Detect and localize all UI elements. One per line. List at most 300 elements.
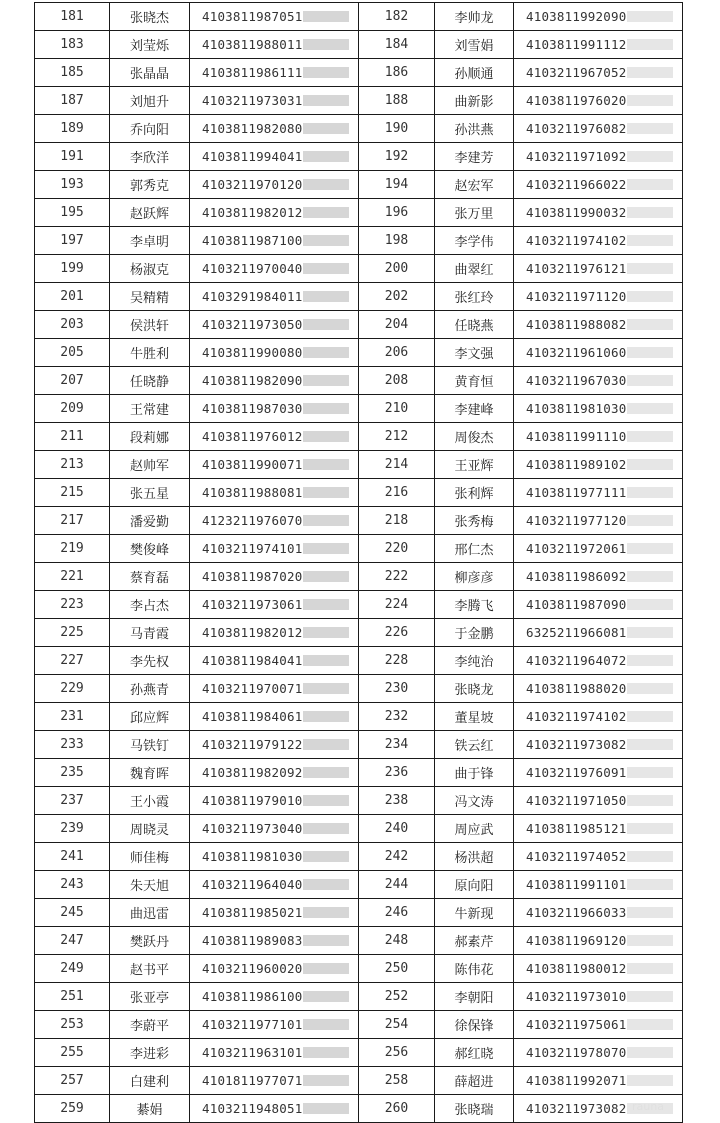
name-cell: 乔向阳	[110, 115, 190, 143]
id-number-cell	[190, 367, 359, 395]
id-number-text: 4103811982012	[202, 204, 303, 220]
id-number-wrap	[202, 37, 349, 52]
id-number-cell	[514, 395, 683, 423]
name-cell: 张五星	[110, 479, 190, 507]
id-number-cell	[514, 227, 683, 255]
redaction-mask	[627, 711, 673, 722]
name-cell: 曲翠红	[435, 255, 514, 283]
serial-number-cell: 217	[35, 507, 110, 535]
id-number-text: 4103211971050	[526, 792, 627, 808]
serial-number-cell: 233	[35, 731, 110, 759]
id-number-wrap	[202, 1073, 349, 1088]
serial-number-cell: 237	[35, 787, 110, 815]
redaction-mask	[303, 319, 349, 330]
table-row	[35, 451, 683, 479]
id-number-text: 4103211966033	[526, 904, 627, 920]
serial-number-cell: 202	[359, 283, 435, 311]
table-row	[35, 227, 683, 255]
id-number-wrap	[202, 429, 349, 444]
serial-number-cell: 223	[35, 591, 110, 619]
id-number-cell	[514, 1067, 683, 1095]
serial-number-cell: 258	[359, 1067, 435, 1095]
name-cell: 孙洪燕	[435, 115, 514, 143]
id-number-cell	[190, 143, 359, 171]
id-number-wrap	[202, 597, 349, 612]
table-row	[35, 1095, 683, 1123]
id-number-cell	[514, 703, 683, 731]
serial-number-cell: 198	[359, 227, 435, 255]
serial-number-cell: 255	[35, 1039, 110, 1067]
id-number-wrap	[202, 65, 349, 80]
name-cell: 孙燕青	[110, 675, 190, 703]
id-number-wrap	[526, 765, 673, 780]
redaction-mask	[303, 207, 349, 218]
id-number-cell	[514, 367, 683, 395]
serial-number-cell: 226	[359, 619, 435, 647]
table-row	[35, 479, 683, 507]
name-cell: 白建利	[110, 1067, 190, 1095]
serial-number-cell: 185	[35, 59, 110, 87]
id-number-text: 4103211976121	[526, 260, 627, 276]
serial-number-cell: 254	[359, 1011, 435, 1039]
redaction-mask	[303, 11, 349, 22]
redaction-mask	[303, 487, 349, 498]
name-cell: 张亚亭	[110, 983, 190, 1011]
id-number-cell	[190, 31, 359, 59]
id-number-wrap	[202, 1101, 349, 1116]
serial-number-cell: 191	[35, 143, 110, 171]
serial-number-cell: 229	[35, 675, 110, 703]
name-cell: 李占杰	[110, 591, 190, 619]
table-row	[35, 3, 683, 31]
id-number-text: 4103811984061	[202, 708, 303, 724]
id-number-cell	[514, 871, 683, 899]
id-number-cell	[514, 255, 683, 283]
id-number-text: 4103811984041	[202, 652, 303, 668]
name-cell: 李卓明	[110, 227, 190, 255]
serial-number-cell: 186	[359, 59, 435, 87]
id-number-wrap	[526, 793, 673, 808]
id-number-wrap	[202, 149, 349, 164]
id-number-text: 4103811991110	[526, 428, 627, 444]
id-number-cell	[190, 759, 359, 787]
redaction-mask	[627, 235, 673, 246]
name-cell: 任晓静	[110, 367, 190, 395]
table-row	[35, 591, 683, 619]
table-row	[35, 423, 683, 451]
redaction-mask	[303, 935, 349, 946]
redaction-mask	[627, 39, 673, 50]
redaction-mask	[627, 11, 673, 22]
serial-number-cell: 207	[35, 367, 110, 395]
id-number-wrap	[526, 177, 673, 192]
redaction-mask	[627, 935, 673, 946]
redaction-mask	[303, 347, 349, 358]
id-number-wrap	[202, 625, 349, 640]
id-number-cell	[514, 759, 683, 787]
id-number-wrap	[202, 401, 349, 416]
id-number-text: 6325211966081	[526, 624, 627, 640]
id-number-text: 4103211975061	[526, 1016, 627, 1032]
id-number-cell	[190, 787, 359, 815]
id-number-wrap	[526, 849, 673, 864]
name-cell: 李进彩	[110, 1039, 190, 1067]
id-number-cell	[514, 339, 683, 367]
name-cell: 朱天旭	[110, 871, 190, 899]
redaction-mask	[627, 655, 673, 666]
name-cell: 郝红晓	[435, 1039, 514, 1067]
table-row	[35, 535, 683, 563]
id-number-text: 4123211976070	[202, 512, 303, 528]
id-number-text: 4103211948051	[202, 1100, 303, 1116]
id-number-wrap	[526, 9, 673, 24]
serial-number-cell: 190	[359, 115, 435, 143]
redaction-mask	[627, 319, 673, 330]
redaction-mask	[627, 1075, 673, 1086]
id-number-text: 4103811990080	[202, 344, 303, 360]
redaction-mask	[627, 907, 673, 918]
redaction-mask	[303, 711, 349, 722]
id-number-cell	[190, 115, 359, 143]
serial-number-cell: 250	[359, 955, 435, 983]
table-row	[35, 143, 683, 171]
redaction-mask	[303, 151, 349, 162]
id-number-text: 4103811986092	[526, 568, 627, 584]
id-number-cell	[190, 395, 359, 423]
id-number-wrap	[526, 37, 673, 52]
id-number-text: 4103811994041	[202, 148, 303, 164]
id-number-cell	[190, 619, 359, 647]
id-number-cell	[514, 619, 683, 647]
id-number-wrap	[526, 261, 673, 276]
redaction-mask	[627, 123, 673, 134]
name-cell: 刘莹烁	[110, 31, 190, 59]
id-number-wrap	[202, 233, 349, 248]
name-cell: 杨淑克	[110, 255, 190, 283]
id-number-wrap	[526, 121, 673, 136]
name-cell: 段莉娜	[110, 423, 190, 451]
id-number-cell	[514, 451, 683, 479]
redaction-mask	[627, 487, 673, 498]
name-cell: 张晓龙	[435, 675, 514, 703]
id-number-wrap	[526, 457, 673, 472]
id-number-text: 4103811977111	[526, 484, 627, 500]
id-number-wrap	[202, 289, 349, 304]
serial-number-cell: 212	[359, 423, 435, 451]
serial-number-cell: 193	[35, 171, 110, 199]
id-number-wrap	[202, 709, 349, 724]
serial-number-cell: 215	[35, 479, 110, 507]
id-number-cell	[190, 563, 359, 591]
name-cell: 王常建	[110, 395, 190, 423]
id-number-wrap	[526, 485, 673, 500]
serial-number-cell: 188	[359, 87, 435, 115]
table-row	[35, 703, 683, 731]
id-number-wrap	[202, 793, 349, 808]
redaction-mask	[303, 1047, 349, 1058]
id-number-text: 4103211974102	[526, 708, 627, 724]
id-number-text: 4103211970120	[202, 176, 303, 192]
redaction-mask	[303, 655, 349, 666]
id-number-cell	[190, 283, 359, 311]
id-number-cell	[514, 59, 683, 87]
id-number-cell	[514, 143, 683, 171]
table-row	[35, 395, 683, 423]
name-cell: 李建峰	[435, 395, 514, 423]
serial-number-cell: 200	[359, 255, 435, 283]
redaction-mask	[627, 823, 673, 834]
id-number-cell	[190, 591, 359, 619]
redaction-mask	[303, 851, 349, 862]
id-number-text: 4103811982080	[202, 120, 303, 136]
id-number-wrap	[202, 1045, 349, 1060]
id-number-text: 4103211967052	[526, 64, 627, 80]
serial-number-cell: 234	[359, 731, 435, 759]
redaction-mask	[303, 627, 349, 638]
id-number-wrap	[202, 989, 349, 1004]
redaction-mask	[303, 1075, 349, 1086]
serial-number-cell: 235	[35, 759, 110, 787]
id-number-wrap	[202, 821, 349, 836]
id-number-wrap	[526, 625, 673, 640]
id-number-wrap	[526, 569, 673, 584]
serial-number-cell: 182	[359, 3, 435, 31]
id-number-text: 4103811980012	[526, 960, 627, 976]
id-number-text: 4103811982092	[202, 764, 303, 780]
redaction-mask	[627, 207, 673, 218]
redaction-mask	[627, 627, 673, 638]
redaction-mask	[627, 851, 673, 862]
id-number-text: 4103211979122	[202, 736, 303, 752]
redaction-mask	[627, 151, 673, 162]
name-cell: 李文强	[435, 339, 514, 367]
name-cell: 魏育晖	[110, 759, 190, 787]
serial-number-cell: 220	[359, 535, 435, 563]
id-number-cell	[190, 927, 359, 955]
name-cell: 吴精精	[110, 283, 190, 311]
id-number-cell	[190, 675, 359, 703]
name-cell: 邢仁杰	[435, 535, 514, 563]
id-number-text: 4103811991112	[526, 36, 627, 52]
id-number-text: 4103811982012	[202, 624, 303, 640]
id-number-cell	[514, 311, 683, 339]
name-cell: 原向阳	[435, 871, 514, 899]
name-cell: 任晓燕	[435, 311, 514, 339]
serial-number-cell: 232	[359, 703, 435, 731]
id-number-wrap	[526, 205, 673, 220]
serial-number-cell: 228	[359, 647, 435, 675]
serial-number-cell: 238	[359, 787, 435, 815]
redaction-mask	[627, 347, 673, 358]
serial-number-cell: 196	[359, 199, 435, 227]
id-number-cell	[514, 87, 683, 115]
id-number-text: 4103811991101	[526, 876, 627, 892]
table-row	[35, 311, 683, 339]
name-cell: 刘旭升	[110, 87, 190, 115]
id-number-text: 4103211973010	[526, 988, 627, 1004]
id-number-wrap	[202, 485, 349, 500]
serial-number-cell: 248	[359, 927, 435, 955]
id-number-wrap	[202, 345, 349, 360]
redaction-mask	[303, 1103, 349, 1114]
name-cell: 王小霞	[110, 787, 190, 815]
table-row	[35, 955, 683, 983]
redaction-mask	[303, 459, 349, 470]
id-number-wrap	[202, 849, 349, 864]
id-number-text: 4103811988011	[202, 36, 303, 52]
serial-number-cell: 247	[35, 927, 110, 955]
table-row	[35, 283, 683, 311]
id-number-text: 4103211973082	[526, 1100, 627, 1116]
name-cell: 张万里	[435, 199, 514, 227]
name-cell: 马铁钉	[110, 731, 190, 759]
id-number-cell	[190, 311, 359, 339]
serial-number-cell: 231	[35, 703, 110, 731]
id-number-cell	[190, 507, 359, 535]
id-number-cell	[514, 199, 683, 227]
id-number-cell	[514, 3, 683, 31]
name-cell: 赵宏军	[435, 171, 514, 199]
id-number-wrap	[202, 177, 349, 192]
serial-number-cell: 211	[35, 423, 110, 451]
id-number-cell	[514, 675, 683, 703]
name-cell: 李朝阳	[435, 983, 514, 1011]
name-cell: 李帅龙	[435, 3, 514, 31]
id-number-cell	[514, 591, 683, 619]
id-number-wrap	[202, 93, 349, 108]
table-row	[35, 563, 683, 591]
id-number-text: 4103811992071	[526, 1072, 627, 1088]
redaction-mask	[627, 879, 673, 890]
id-number-cell	[514, 31, 683, 59]
id-number-wrap	[202, 653, 349, 668]
id-number-text: 4103811992090	[526, 8, 627, 24]
id-number-cell	[514, 899, 683, 927]
redaction-mask	[627, 459, 673, 470]
id-number-text: 4103811981030	[526, 400, 627, 416]
serial-number-cell: 241	[35, 843, 110, 871]
serial-number-cell: 246	[359, 899, 435, 927]
redaction-mask	[303, 683, 349, 694]
table-row	[35, 787, 683, 815]
id-number-cell	[190, 703, 359, 731]
id-number-text: 4103211967030	[526, 372, 627, 388]
redaction-mask	[303, 39, 349, 50]
redaction-mask	[627, 179, 673, 190]
id-number-wrap	[202, 121, 349, 136]
id-number-text: 4103211976091	[526, 764, 627, 780]
id-number-wrap	[526, 1045, 673, 1060]
id-number-text: 4103811982090	[202, 372, 303, 388]
id-number-cell	[514, 843, 683, 871]
id-number-wrap	[202, 569, 349, 584]
id-number-cell	[190, 59, 359, 87]
redaction-mask	[303, 179, 349, 190]
redaction-mask	[627, 991, 673, 1002]
id-number-cell	[514, 647, 683, 675]
redaction-mask	[303, 263, 349, 274]
serial-number-cell: 242	[359, 843, 435, 871]
id-number-wrap	[526, 317, 673, 332]
name-cell: 铁云红	[435, 731, 514, 759]
redaction-mask	[627, 515, 673, 526]
id-number-cell	[514, 787, 683, 815]
name-cell: 李建芳	[435, 143, 514, 171]
id-number-text: 4103211973061	[202, 596, 303, 612]
id-number-cell	[190, 1039, 359, 1067]
id-number-cell	[514, 115, 683, 143]
redaction-mask	[303, 795, 349, 806]
id-number-wrap	[526, 821, 673, 836]
id-number-text: 4103811976012	[202, 428, 303, 444]
roster-body	[35, 3, 683, 1123]
id-number-text: 4103211972061	[526, 540, 627, 556]
id-number-wrap	[526, 681, 673, 696]
name-cell: 周晓灵	[110, 815, 190, 843]
id-number-text: 4103211973050	[202, 316, 303, 332]
table-row	[35, 1011, 683, 1039]
id-number-cell	[190, 843, 359, 871]
name-cell: 李纯治	[435, 647, 514, 675]
redaction-mask	[303, 767, 349, 778]
id-number-text: 4103811986111	[202, 64, 303, 80]
id-number-cell	[190, 1067, 359, 1095]
roster-table	[34, 2, 683, 1123]
id-number-text: 4103811985121	[526, 820, 627, 836]
redaction-mask	[303, 963, 349, 974]
redaction-mask	[303, 515, 349, 526]
name-cell: 王亚辉	[435, 451, 514, 479]
id-number-wrap	[526, 429, 673, 444]
serial-number-cell: 239	[35, 815, 110, 843]
id-number-text: 4103211966022	[526, 176, 627, 192]
redaction-mask	[627, 1047, 673, 1058]
name-cell: 李先权	[110, 647, 190, 675]
id-number-text: 4103211964040	[202, 876, 303, 892]
id-number-wrap	[526, 541, 673, 556]
table-row	[35, 927, 683, 955]
table-row	[35, 87, 683, 115]
serial-number-cell: 197	[35, 227, 110, 255]
serial-number-cell: 205	[35, 339, 110, 367]
redaction-mask	[627, 795, 673, 806]
id-number-wrap	[202, 541, 349, 556]
name-cell: 张利辉	[435, 479, 514, 507]
id-number-wrap	[526, 989, 673, 1004]
serial-number-cell: 213	[35, 451, 110, 479]
redaction-mask	[627, 67, 673, 78]
serial-number-cell: 249	[35, 955, 110, 983]
redaction-mask	[627, 543, 673, 554]
name-cell: 张秀梅	[435, 507, 514, 535]
serial-number-cell: 210	[359, 395, 435, 423]
table-row	[35, 339, 683, 367]
id-number-cell	[514, 479, 683, 507]
redaction-mask	[303, 739, 349, 750]
id-number-text: 4103211970071	[202, 680, 303, 696]
id-number-cell	[190, 451, 359, 479]
redaction-mask	[303, 823, 349, 834]
watermark-text: rauna	[632, 1100, 664, 1113]
id-number-cell	[190, 479, 359, 507]
id-number-wrap	[526, 1017, 673, 1032]
id-number-cell	[514, 563, 683, 591]
id-number-wrap	[526, 373, 673, 388]
id-number-cell	[190, 955, 359, 983]
serial-number-cell: 259	[35, 1095, 110, 1123]
id-number-cell	[190, 983, 359, 1011]
id-number-wrap	[202, 877, 349, 892]
